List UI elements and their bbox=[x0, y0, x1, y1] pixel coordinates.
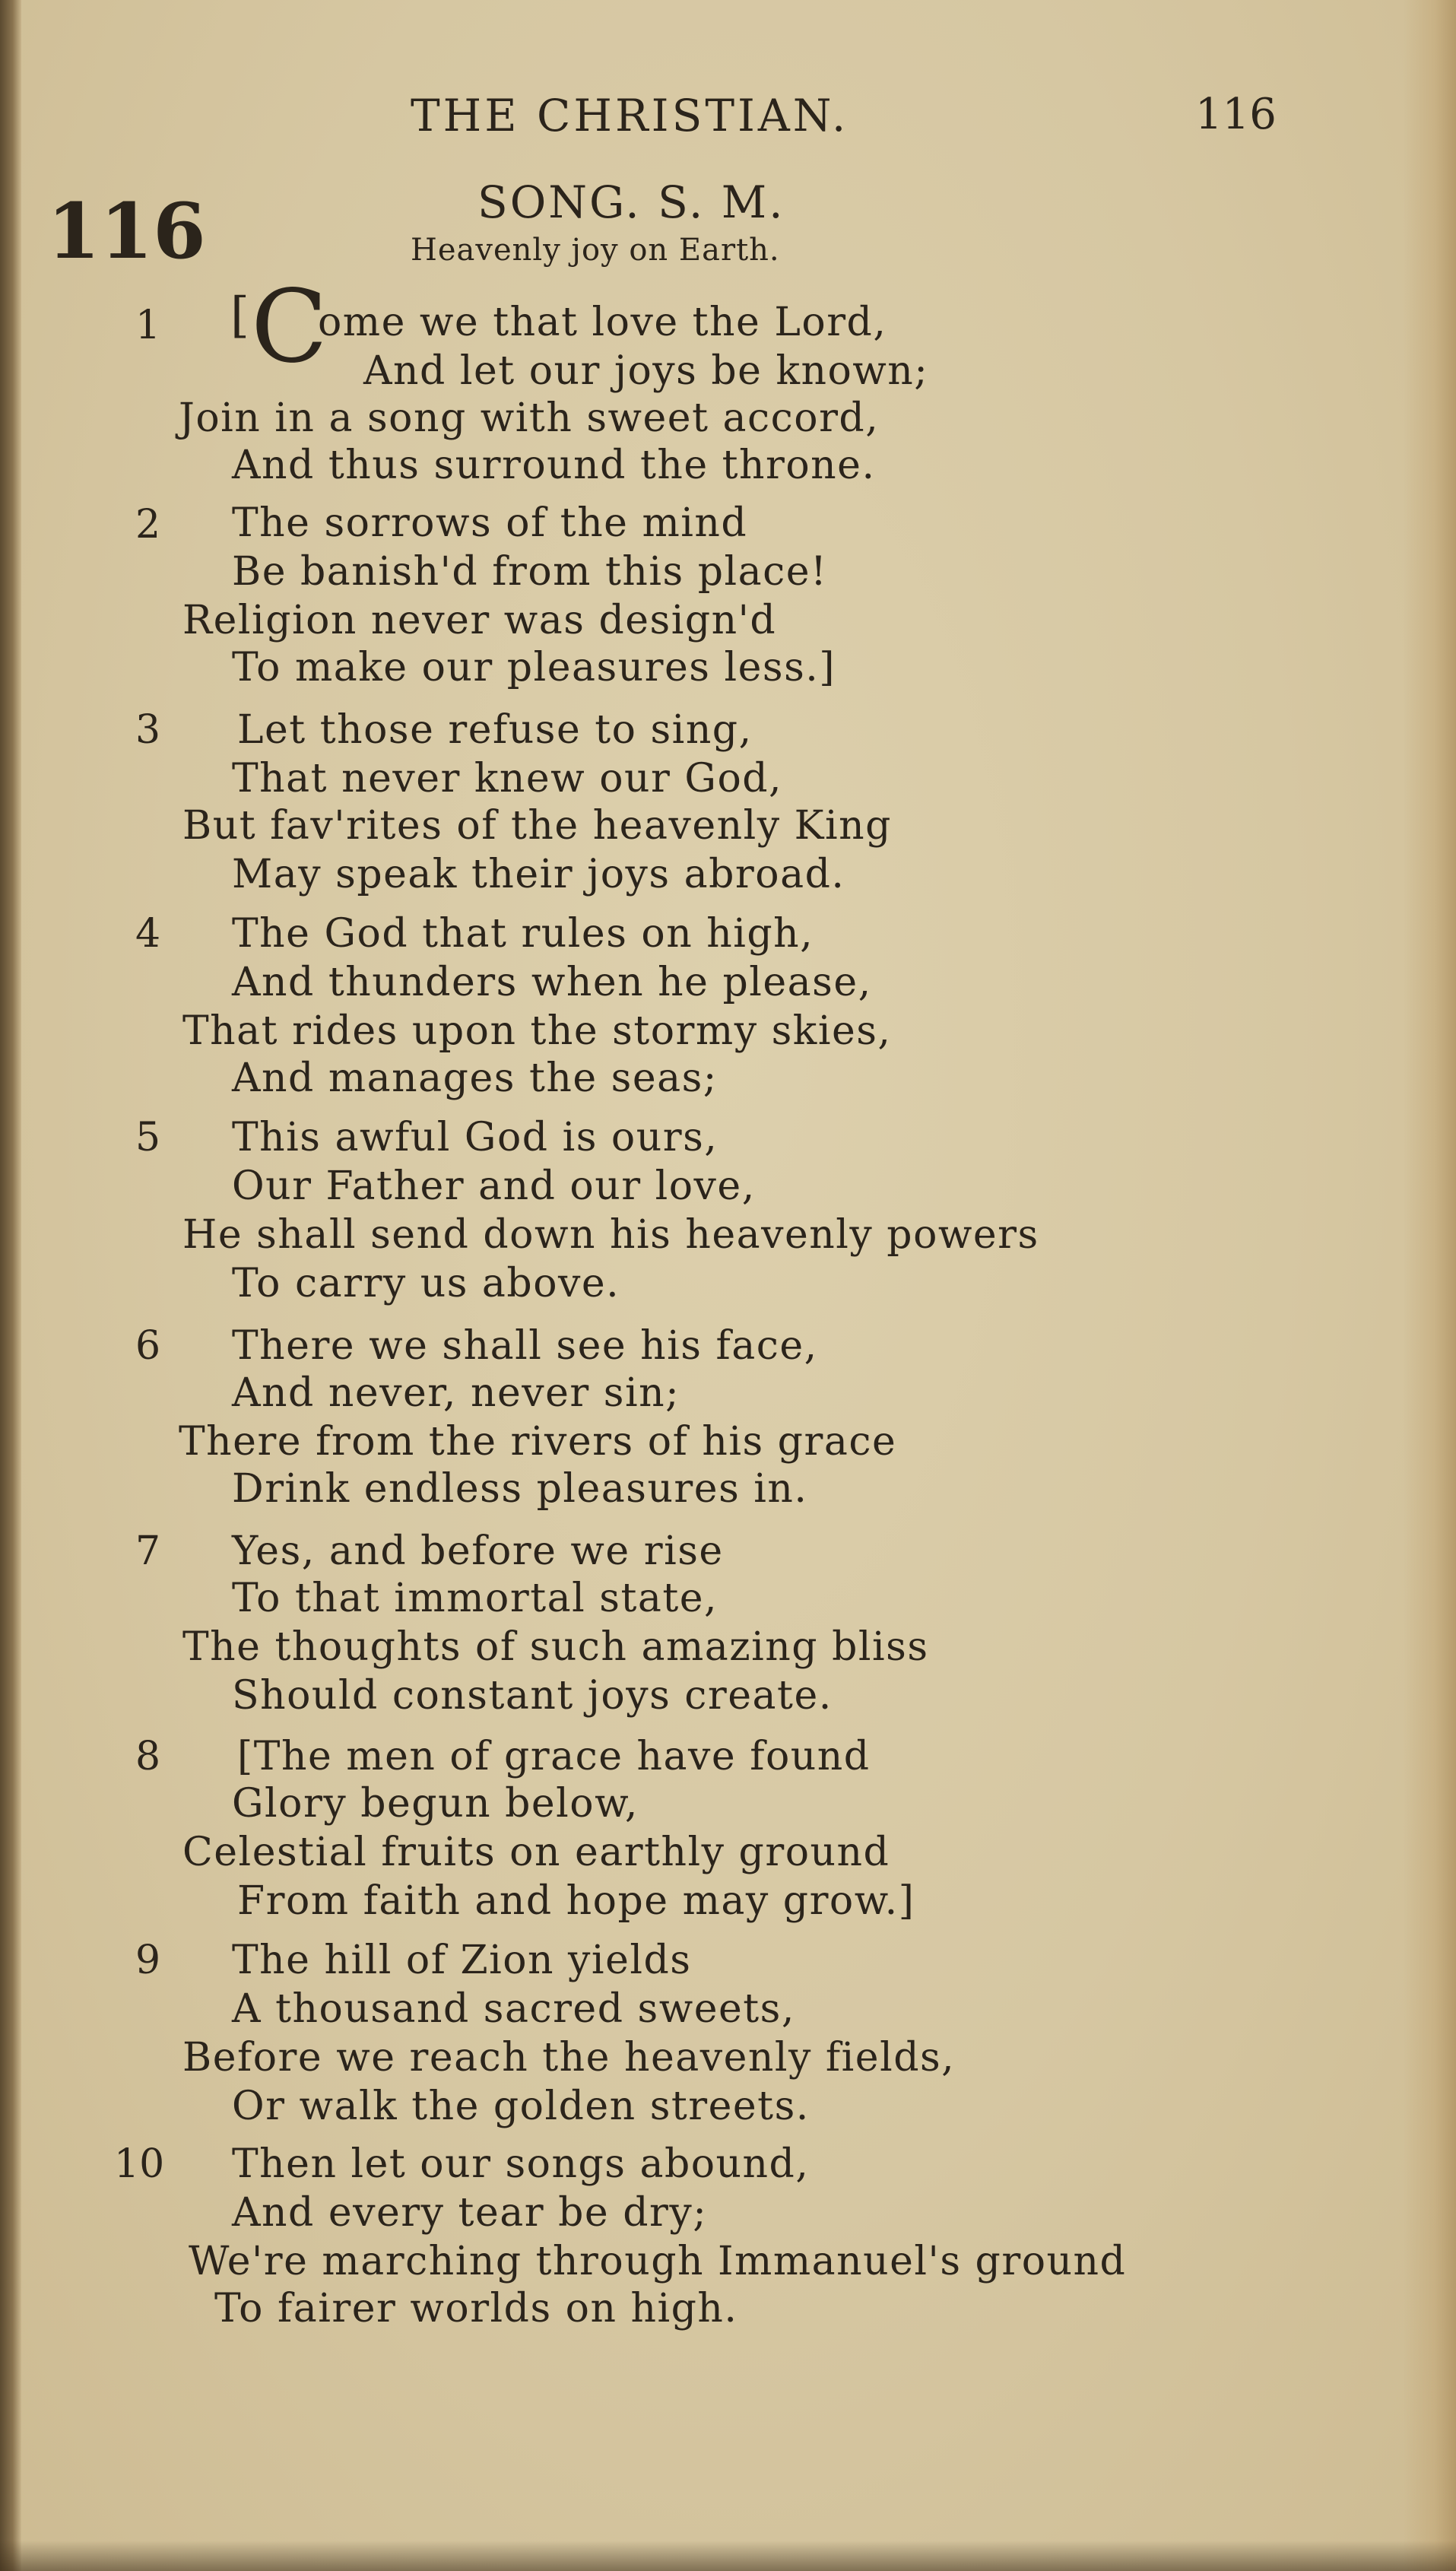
stanza-number: 4 bbox=[135, 911, 161, 957]
verse-line: There we shall see his face, bbox=[232, 1323, 818, 1369]
verse-line: A thousand sacred sweets, bbox=[232, 1986, 795, 2032]
hymn-title: SONG. S. M. bbox=[477, 176, 785, 228]
verse-line: There from the rivers of his grace bbox=[179, 1419, 897, 1465]
stanza-number: 10 bbox=[114, 2141, 165, 2187]
verse-line: Our Father and our love, bbox=[232, 1163, 756, 1209]
verse-line: Celestial fruits on earthly ground bbox=[182, 1830, 890, 1875]
verse-line: Before we reach the heavenly fields, bbox=[182, 2035, 956, 2081]
verse-line: We're marching through Immanuel's ground bbox=[189, 2239, 1127, 2284]
stanza-number: 5 bbox=[135, 1115, 161, 1160]
verse-line: This awful God is ours, bbox=[232, 1115, 718, 1160]
verse-line: And every tear be dry; bbox=[232, 2190, 708, 2236]
running-header-title: THE CHRISTIAN. bbox=[411, 90, 849, 141]
verse-line: He shall send down his heavenly powers bbox=[182, 1212, 1039, 1258]
hymn-subtitle: Heavenly joy on Earth. bbox=[411, 233, 780, 268]
verse-line: That never knew our God, bbox=[232, 756, 783, 801]
verse-line: Religion never was design'd bbox=[182, 598, 777, 643]
stanza-number: 6 bbox=[135, 1323, 161, 1369]
verse-line: The sorrows of the mind bbox=[232, 500, 748, 546]
page-number: 116 bbox=[1195, 90, 1277, 139]
hymn-number: 116 bbox=[47, 186, 206, 276]
verse-line: Let those refuse to sing, bbox=[237, 707, 753, 753]
verse-line: Or walk the golden streets. bbox=[232, 2084, 810, 2129]
stanza-number: 9 bbox=[135, 1938, 161, 1983]
verse-line: Yes, and before we rise bbox=[232, 1528, 724, 1574]
stanza-number: 8 bbox=[135, 1734, 161, 1779]
verse-line: To make our pleasures less.] bbox=[232, 645, 836, 690]
verse-line: Be banish'd from this place! bbox=[232, 549, 828, 595]
stanza-number: 2 bbox=[135, 502, 161, 548]
verse-line: And let our joys be known; bbox=[363, 348, 929, 394]
verse-line: The thoughts of such amazing bliss bbox=[182, 1624, 929, 1670]
verse-line: The hill of Zion yields bbox=[232, 1938, 692, 1983]
verse-line: And thus surround the throne. bbox=[232, 443, 876, 488]
verse-line: To that immortal state, bbox=[232, 1576, 718, 1621]
verse-line: May speak their joys abroad. bbox=[232, 852, 845, 897]
verse-line: The God that rules on high, bbox=[232, 911, 814, 957]
verse-line: And manages the seas; bbox=[232, 1055, 718, 1101]
drop-cap-letter: C bbox=[251, 268, 328, 386]
verse-line: Drink endless pleasures in. bbox=[232, 1466, 808, 1512]
stanza-open-bracket: [ bbox=[230, 287, 249, 344]
verse-line: To fairer worlds on high. bbox=[214, 2286, 738, 2331]
stanza-number: 3 bbox=[135, 707, 161, 753]
verse-line: [The men of grace have found bbox=[237, 1734, 871, 1779]
verse-line: But fav'rites of the heavenly King bbox=[182, 803, 892, 849]
verse-line: And never, never sin; bbox=[232, 1370, 680, 1416]
verse-line: Join in a song with sweet accord, bbox=[179, 395, 880, 441]
stanza-number: 1 bbox=[135, 303, 161, 348]
verse-line: ome we that love the Lord, bbox=[318, 300, 887, 345]
verse-line: To carry us above. bbox=[232, 1261, 620, 1306]
verse-line: Should constant joys create. bbox=[232, 1673, 833, 1719]
verse-line: From faith and hope may grow.] bbox=[237, 1878, 915, 1924]
verse-line: Then let our songs abound, bbox=[232, 2141, 810, 2187]
verse-line: That rides upon the stormy skies, bbox=[182, 1008, 892, 1054]
stanza-number: 7 bbox=[135, 1528, 161, 1574]
verse-line: And thunders when he please, bbox=[232, 960, 872, 1005]
verse-line: Glory begun below, bbox=[232, 1781, 639, 1827]
